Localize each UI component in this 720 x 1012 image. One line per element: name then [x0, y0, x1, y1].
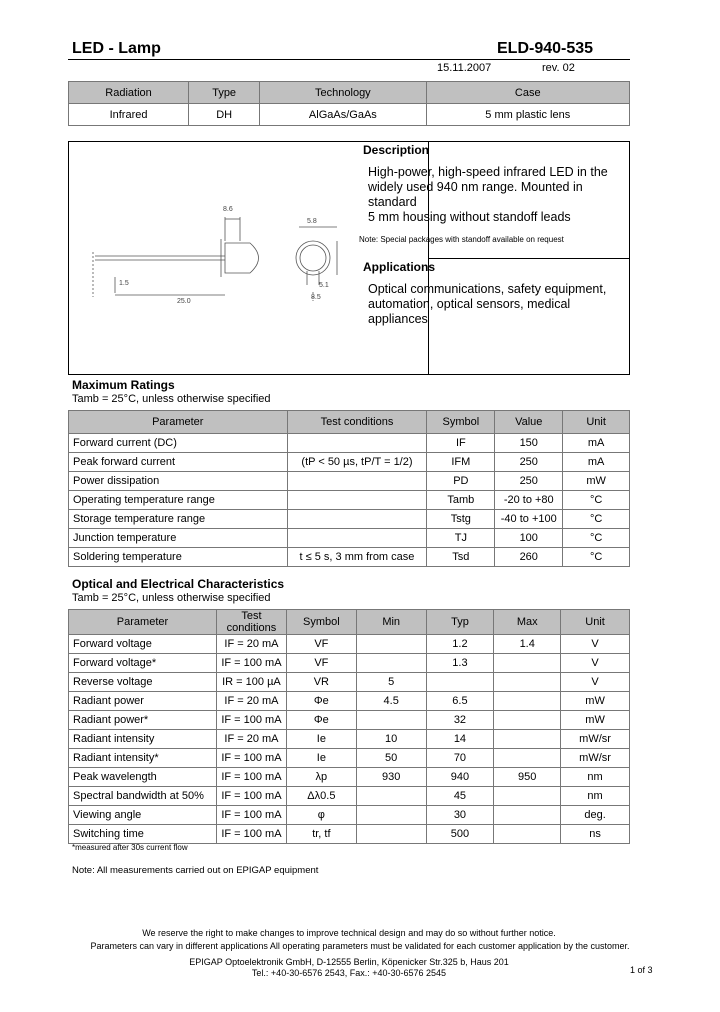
table-cell: V — [561, 673, 630, 692]
table-cell: deg. — [561, 806, 630, 825]
table-cell: TJ — [427, 529, 495, 548]
table-cell: IFM — [427, 453, 495, 472]
table-cell: VR — [286, 673, 356, 692]
applications-line: automation, optical sensors, medical appliances — [368, 297, 571, 326]
max-ratings-title: Maximum Ratings — [72, 378, 175, 392]
table-cell: Storage temperature range — [69, 510, 288, 529]
table-cell: Peak forward current — [69, 453, 288, 472]
optical-footnote: *measured after 30s current flow — [72, 843, 188, 852]
table-cell: Switching time — [69, 825, 217, 844]
table-cell: PD — [427, 472, 495, 491]
table-cell: Junction temperature — [69, 529, 288, 548]
table-cell: ns — [561, 825, 630, 844]
table-row — [69, 711, 630, 730]
description-line: High-power, high-speed infrared LED in the — [368, 165, 608, 179]
table-cell: Ie — [286, 749, 356, 768]
table-cell — [494, 825, 561, 844]
table-cell — [356, 825, 426, 844]
table-cell — [494, 673, 561, 692]
table-row — [69, 529, 630, 548]
table-cell: VF — [286, 635, 356, 654]
table-cell — [494, 730, 561, 749]
table-row — [69, 749, 630, 768]
footer-disclaimer: We reserve the right to make changes to improve technical design and may do so without further notice. — [142, 928, 556, 938]
table-cell: Spectral bandwidth at 50% — [69, 787, 217, 806]
table-cell: Operating temperature range — [69, 491, 288, 510]
table-cell: Radiant intensity — [69, 730, 217, 749]
info-value: AlGaAs/GaAs — [260, 104, 426, 126]
box-section-divider — [428, 258, 629, 259]
measurement-note: Note: All measurements carried out on EPIGAP equipment — [72, 865, 319, 876]
table-header: Unit — [561, 610, 630, 635]
table-row — [69, 453, 630, 472]
table-cell: Viewing angle — [69, 806, 217, 825]
table-cell — [494, 787, 561, 806]
table-cell — [287, 510, 427, 529]
table-cell: 1.4 — [494, 635, 561, 654]
led-dimension-drawing — [75, 197, 365, 307]
table-cell: 940 — [426, 768, 494, 787]
doc-date: 15.11.2007 — [437, 62, 492, 74]
table-cell: 70 — [426, 749, 494, 768]
table-cell: °C — [563, 529, 630, 548]
table-cell: Forward voltage* — [69, 654, 217, 673]
table-header: Test conditions — [287, 411, 427, 434]
table-cell: Ie — [286, 730, 356, 749]
table-cell: IF = 100 mA — [216, 806, 286, 825]
table-cell — [287, 529, 427, 548]
table-cell: IF = 20 mA — [216, 730, 286, 749]
table-cell — [494, 749, 561, 768]
table-cell — [356, 787, 426, 806]
table-cell: 6.5 — [426, 692, 494, 711]
info-value: Infrared — [69, 104, 189, 126]
table-cell: IF — [427, 434, 495, 453]
overview-box — [68, 141, 630, 375]
table-cell: 250 — [495, 472, 563, 491]
table-header: Unit — [563, 411, 630, 434]
table-cell: Δλ0.5 — [286, 787, 356, 806]
table-cell: 50 — [356, 749, 426, 768]
table-cell — [356, 635, 426, 654]
footer-parameters: Parameters can vary in different applications All operating parameters must be validated for each customer application by the customer. — [90, 941, 630, 951]
table-row — [69, 692, 630, 711]
table-cell: mA — [563, 434, 630, 453]
header-rule — [68, 59, 630, 60]
table-cell: 150 — [495, 434, 563, 453]
table-cell: Radiant power — [69, 692, 217, 711]
table-cell: IF = 100 mA — [216, 825, 286, 844]
table-row — [69, 548, 630, 567]
table-cell: mW/sr — [561, 749, 630, 768]
table-cell: Tamb — [427, 491, 495, 510]
table-cell: mW — [561, 711, 630, 730]
table-cell — [287, 472, 427, 491]
table-row — [69, 730, 630, 749]
table-cell: IF = 100 mA — [216, 749, 286, 768]
table-row — [69, 673, 630, 692]
table-header: Typ — [426, 610, 494, 635]
table-cell: Forward current (DC) — [69, 434, 288, 453]
info-table — [68, 81, 630, 126]
table-cell: Forward voltage — [69, 635, 217, 654]
table-cell — [356, 711, 426, 730]
table-cell: 1.2 — [426, 635, 494, 654]
table-cell: Tsd — [427, 548, 495, 567]
table-cell: λp — [286, 768, 356, 787]
table-cell: t ≤ 5 s, 3 mm from case — [287, 548, 427, 567]
table-cell: IF = 100 mA — [216, 711, 286, 730]
table-cell: 260 — [495, 548, 563, 567]
table-cell: mA — [563, 453, 630, 472]
dim-right-top: 5.8 — [307, 218, 317, 225]
table-row — [69, 768, 630, 787]
table-header: Max — [494, 610, 561, 635]
table-cell: 45 — [426, 787, 494, 806]
table-cell: °C — [563, 491, 630, 510]
applications-text — [368, 282, 629, 327]
table-cell: Soldering temperature — [69, 548, 288, 567]
table-row — [69, 806, 630, 825]
table-cell: 500 — [426, 825, 494, 844]
dim-top: 8.6 — [223, 206, 233, 213]
table-cell: VF — [286, 654, 356, 673]
table-cell: Power dissipation — [69, 472, 288, 491]
info-value: DH — [189, 104, 260, 126]
table-cell: IF = 20 mA — [216, 635, 286, 654]
dim-lead: 1.5 — [119, 280, 129, 287]
description-text — [368, 165, 629, 225]
info-value: 5 mm plastic lens — [426, 104, 629, 126]
description-heading: Description — [363, 143, 430, 157]
table-header: Min — [356, 610, 426, 635]
part-number: ELD-940-535 — [497, 40, 594, 57]
footer-contact: Tel.: +40-30-6576 2543, Fax.: +40-30-6576 2545 — [251, 968, 447, 978]
table-cell: 4.5 — [356, 692, 426, 711]
table-cell: (tP < 50 µs, tP/T = 1/2) — [287, 453, 427, 472]
applications-line: Optical communications, safety equipment, — [368, 282, 607, 296]
table-cell — [287, 434, 427, 453]
table-cell: 10 — [356, 730, 426, 749]
table-cell: IF = 100 mA — [216, 654, 286, 673]
table-cell: IF = 100 mA — [216, 768, 286, 787]
table-cell — [426, 673, 494, 692]
table-row — [69, 635, 630, 654]
table-cell — [494, 711, 561, 730]
page-number: 1 of 3 — [630, 965, 653, 975]
table-cell: -20 to +80 — [495, 491, 563, 510]
optical-title: Optical and Electrical Characteristics — [72, 577, 285, 591]
description-note: Note: Special packages with standoff available on request — [359, 235, 564, 244]
table-cell: IF = 20 mA — [216, 692, 286, 711]
table-row — [69, 654, 630, 673]
table-cell: Φe — [286, 692, 356, 711]
table-cell: Peak wavelength — [69, 768, 217, 787]
table-cell: °C — [563, 510, 630, 529]
table-row — [69, 491, 630, 510]
table-cell: mW — [563, 472, 630, 491]
table-row — [69, 510, 630, 529]
table-cell: 1.3 — [426, 654, 494, 673]
table-cell — [494, 654, 561, 673]
table-cell: Radiant intensity* — [69, 749, 217, 768]
table-header: Value — [495, 411, 563, 434]
table-header: Parameter — [69, 610, 217, 635]
table-cell: Reverse voltage — [69, 673, 217, 692]
description-line: 5 mm housing without standoff leads — [368, 210, 571, 224]
table-cell — [287, 491, 427, 510]
table-cell: tr, tf — [286, 825, 356, 844]
table-cell: 14 — [426, 730, 494, 749]
table-cell: nm — [561, 768, 630, 787]
table-cell — [356, 806, 426, 825]
table-cell — [494, 692, 561, 711]
doc-revision: rev. 02 — [542, 62, 575, 74]
info-header: Case — [426, 82, 629, 104]
description-line: widely used 940 nm range. Mounted in standard — [368, 180, 583, 209]
footer-address: EPIGAP Optoelektronik GmbH, D-12555 Berlin, Köpenicker Str.325 b, Haus 201 — [189, 957, 509, 967]
table-cell: Radiant power* — [69, 711, 217, 730]
info-header: Technology — [260, 82, 426, 104]
optical-condition: Tamb = 25°C, unless otherwise specified — [72, 592, 271, 604]
table-row — [69, 472, 630, 491]
table-cell: φ — [286, 806, 356, 825]
table-cell: 250 — [495, 453, 563, 472]
dim-diameter: 5.1 — [319, 282, 329, 289]
table-cell: 32 — [426, 711, 494, 730]
dim-length: 25.0 — [177, 298, 191, 305]
table-cell — [494, 806, 561, 825]
table-cell: °C — [563, 548, 630, 567]
table-cell: -40 to +100 — [495, 510, 563, 529]
table-cell: nm — [561, 787, 630, 806]
table-row — [69, 787, 630, 806]
table-header: Symbol — [427, 411, 495, 434]
dim-body: 8.5 — [311, 294, 321, 301]
info-header: Radiation — [69, 82, 189, 104]
table-cell: mW — [561, 692, 630, 711]
table-cell: 930 — [356, 768, 426, 787]
max-ratings-table — [68, 410, 630, 567]
page-title: LED - Lamp — [72, 40, 161, 57]
table-cell: V — [561, 654, 630, 673]
table-cell: Φe — [286, 711, 356, 730]
table-cell: IF = 100 mA — [216, 787, 286, 806]
table-cell: Tstg — [427, 510, 495, 529]
optical-table — [68, 609, 630, 844]
table-cell: mW/sr — [561, 730, 630, 749]
table-row — [69, 434, 630, 453]
table-cell: V — [561, 635, 630, 654]
table-cell: 5 — [356, 673, 426, 692]
table-cell: 30 — [426, 806, 494, 825]
table-cell: 950 — [494, 768, 561, 787]
max-ratings-condition: Tamb = 25°C, unless otherwise specified — [72, 393, 271, 405]
table-cell: IR = 100 µA — [216, 673, 286, 692]
table-cell — [356, 654, 426, 673]
table-row — [69, 825, 630, 844]
table-header: Test conditions — [216, 610, 286, 635]
info-header: Type — [189, 82, 260, 104]
applications-heading: Applications — [363, 260, 436, 274]
table-cell: 100 — [495, 529, 563, 548]
table-header: Parameter — [69, 411, 288, 434]
table-header: Symbol — [286, 610, 356, 635]
